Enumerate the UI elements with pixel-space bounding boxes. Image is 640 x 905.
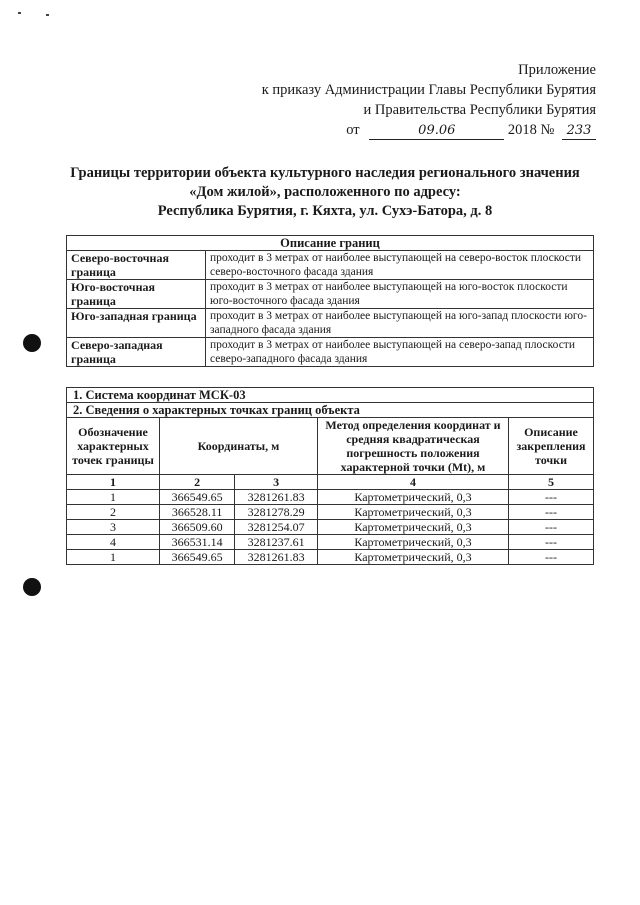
coord-x: 366509.60	[160, 520, 235, 535]
col-number: 1	[67, 475, 160, 490]
year-number: 2018 №	[507, 122, 555, 138]
title-line-2: «Дом жилой», расположенного по адресу:	[189, 184, 461, 200]
boundary-name: Юго-западная граница	[67, 309, 206, 338]
fixation: ---	[509, 505, 594, 520]
boundary-name: Юго-восточная граница	[67, 280, 206, 309]
table-row	[67, 280, 594, 309]
point-id: 1	[67, 490, 160, 505]
handwritten-date: 09.06	[369, 123, 504, 140]
coord-y: 3281237.61	[235, 535, 318, 550]
point-id: 2	[67, 505, 160, 520]
boundary-name: Северо-западная граница	[67, 338, 206, 367]
fixation: ---	[509, 550, 594, 565]
table-row	[67, 338, 594, 367]
coord-x: 366531.14	[160, 535, 235, 550]
fixation: ---	[509, 520, 594, 535]
fixation: ---	[509, 490, 594, 505]
table-row	[67, 251, 594, 280]
col-number: 2	[160, 475, 235, 490]
table-row	[67, 309, 594, 338]
punch-hole	[23, 578, 41, 596]
approval-block	[262, 60, 596, 140]
title-line-3: Республика Бурятия, г. Кяхта, ул. Сухэ-Батора, д. 8	[157, 203, 493, 219]
document-title	[40, 164, 610, 221]
point-id: 3	[67, 520, 160, 535]
coord-y: 3281254.07	[235, 520, 318, 535]
method: Картометрический, 0,3	[318, 505, 509, 520]
handwritten-order-number: 233	[562, 123, 596, 140]
col-number: 4	[318, 475, 509, 490]
scan-speck	[18, 12, 21, 14]
point-id: 1	[67, 550, 160, 565]
col-coords-header: Координаты, м	[160, 418, 318, 475]
coord-x: 366528.11	[160, 505, 235, 520]
boundary-description: проходит в 3 метрах от наиболее выступающей на северо-запад плоскости северо-западного фасада здания	[206, 338, 594, 367]
col-number: 3	[235, 475, 318, 490]
scan-speck	[46, 14, 49, 16]
table-row	[67, 535, 594, 550]
boundary-description: проходит в 3 метрах от наиболее выступающей на северо-восток плоскости северо-восточного фасада здания	[206, 251, 594, 280]
points-title: 2. Сведения о характерных точках границ объекта	[67, 403, 594, 418]
date-prefix: от	[346, 122, 360, 138]
approval-date-line	[262, 120, 596, 140]
approval-heading: Приложение	[518, 62, 596, 78]
col-point-header: Обозначение характерных точек границы	[67, 418, 160, 475]
approval-government-line: и Правительства Республики Бурятия	[363, 102, 596, 118]
coord-y: 3281278.29	[235, 505, 318, 520]
coord-y: 3281261.83	[235, 550, 318, 565]
title-line-1: Границы территории объекта культурного наследия регионального значения	[70, 165, 580, 181]
punch-hole	[23, 334, 41, 352]
boundaries-header: Описание границ	[67, 236, 594, 251]
coord-x: 366549.65	[160, 490, 235, 505]
method: Картометрический, 0,3	[318, 520, 509, 535]
table-row	[67, 490, 594, 505]
table-row	[67, 550, 594, 565]
coordinates-table	[66, 387, 594, 565]
table-row	[67, 505, 594, 520]
method: Картометрический, 0,3	[318, 490, 509, 505]
boundary-name: Северо-восточная граница	[67, 251, 206, 280]
table-row	[67, 520, 594, 535]
coordinate-system: 1. Система координат МСК-03	[67, 388, 594, 403]
boundary-description: проходит в 3 метрах от наиболее выступающей на юго-восток плоскости юго-восточного фасада здания	[206, 280, 594, 309]
boundary-description: проходит в 3 метрах от наиболее выступающей на юго-запад плоскости юго-западного фасада здания	[206, 309, 594, 338]
col-number: 5	[509, 475, 594, 490]
coord-x: 366549.65	[160, 550, 235, 565]
method: Картометрический, 0,3	[318, 535, 509, 550]
col-fix-header: Описание закрепления точки	[509, 418, 594, 475]
method: Картометрический, 0,3	[318, 550, 509, 565]
point-id: 4	[67, 535, 160, 550]
col-method-header: Метод определения координат и средняя квадратическая погрешность положения характерной точки (Mt), м	[318, 418, 509, 475]
approval-order-line: к приказу Администрации Главы Республики Бурятия	[261, 82, 596, 98]
coord-y: 3281261.83	[235, 490, 318, 505]
fixation: ---	[509, 535, 594, 550]
boundaries-table	[66, 235, 594, 367]
